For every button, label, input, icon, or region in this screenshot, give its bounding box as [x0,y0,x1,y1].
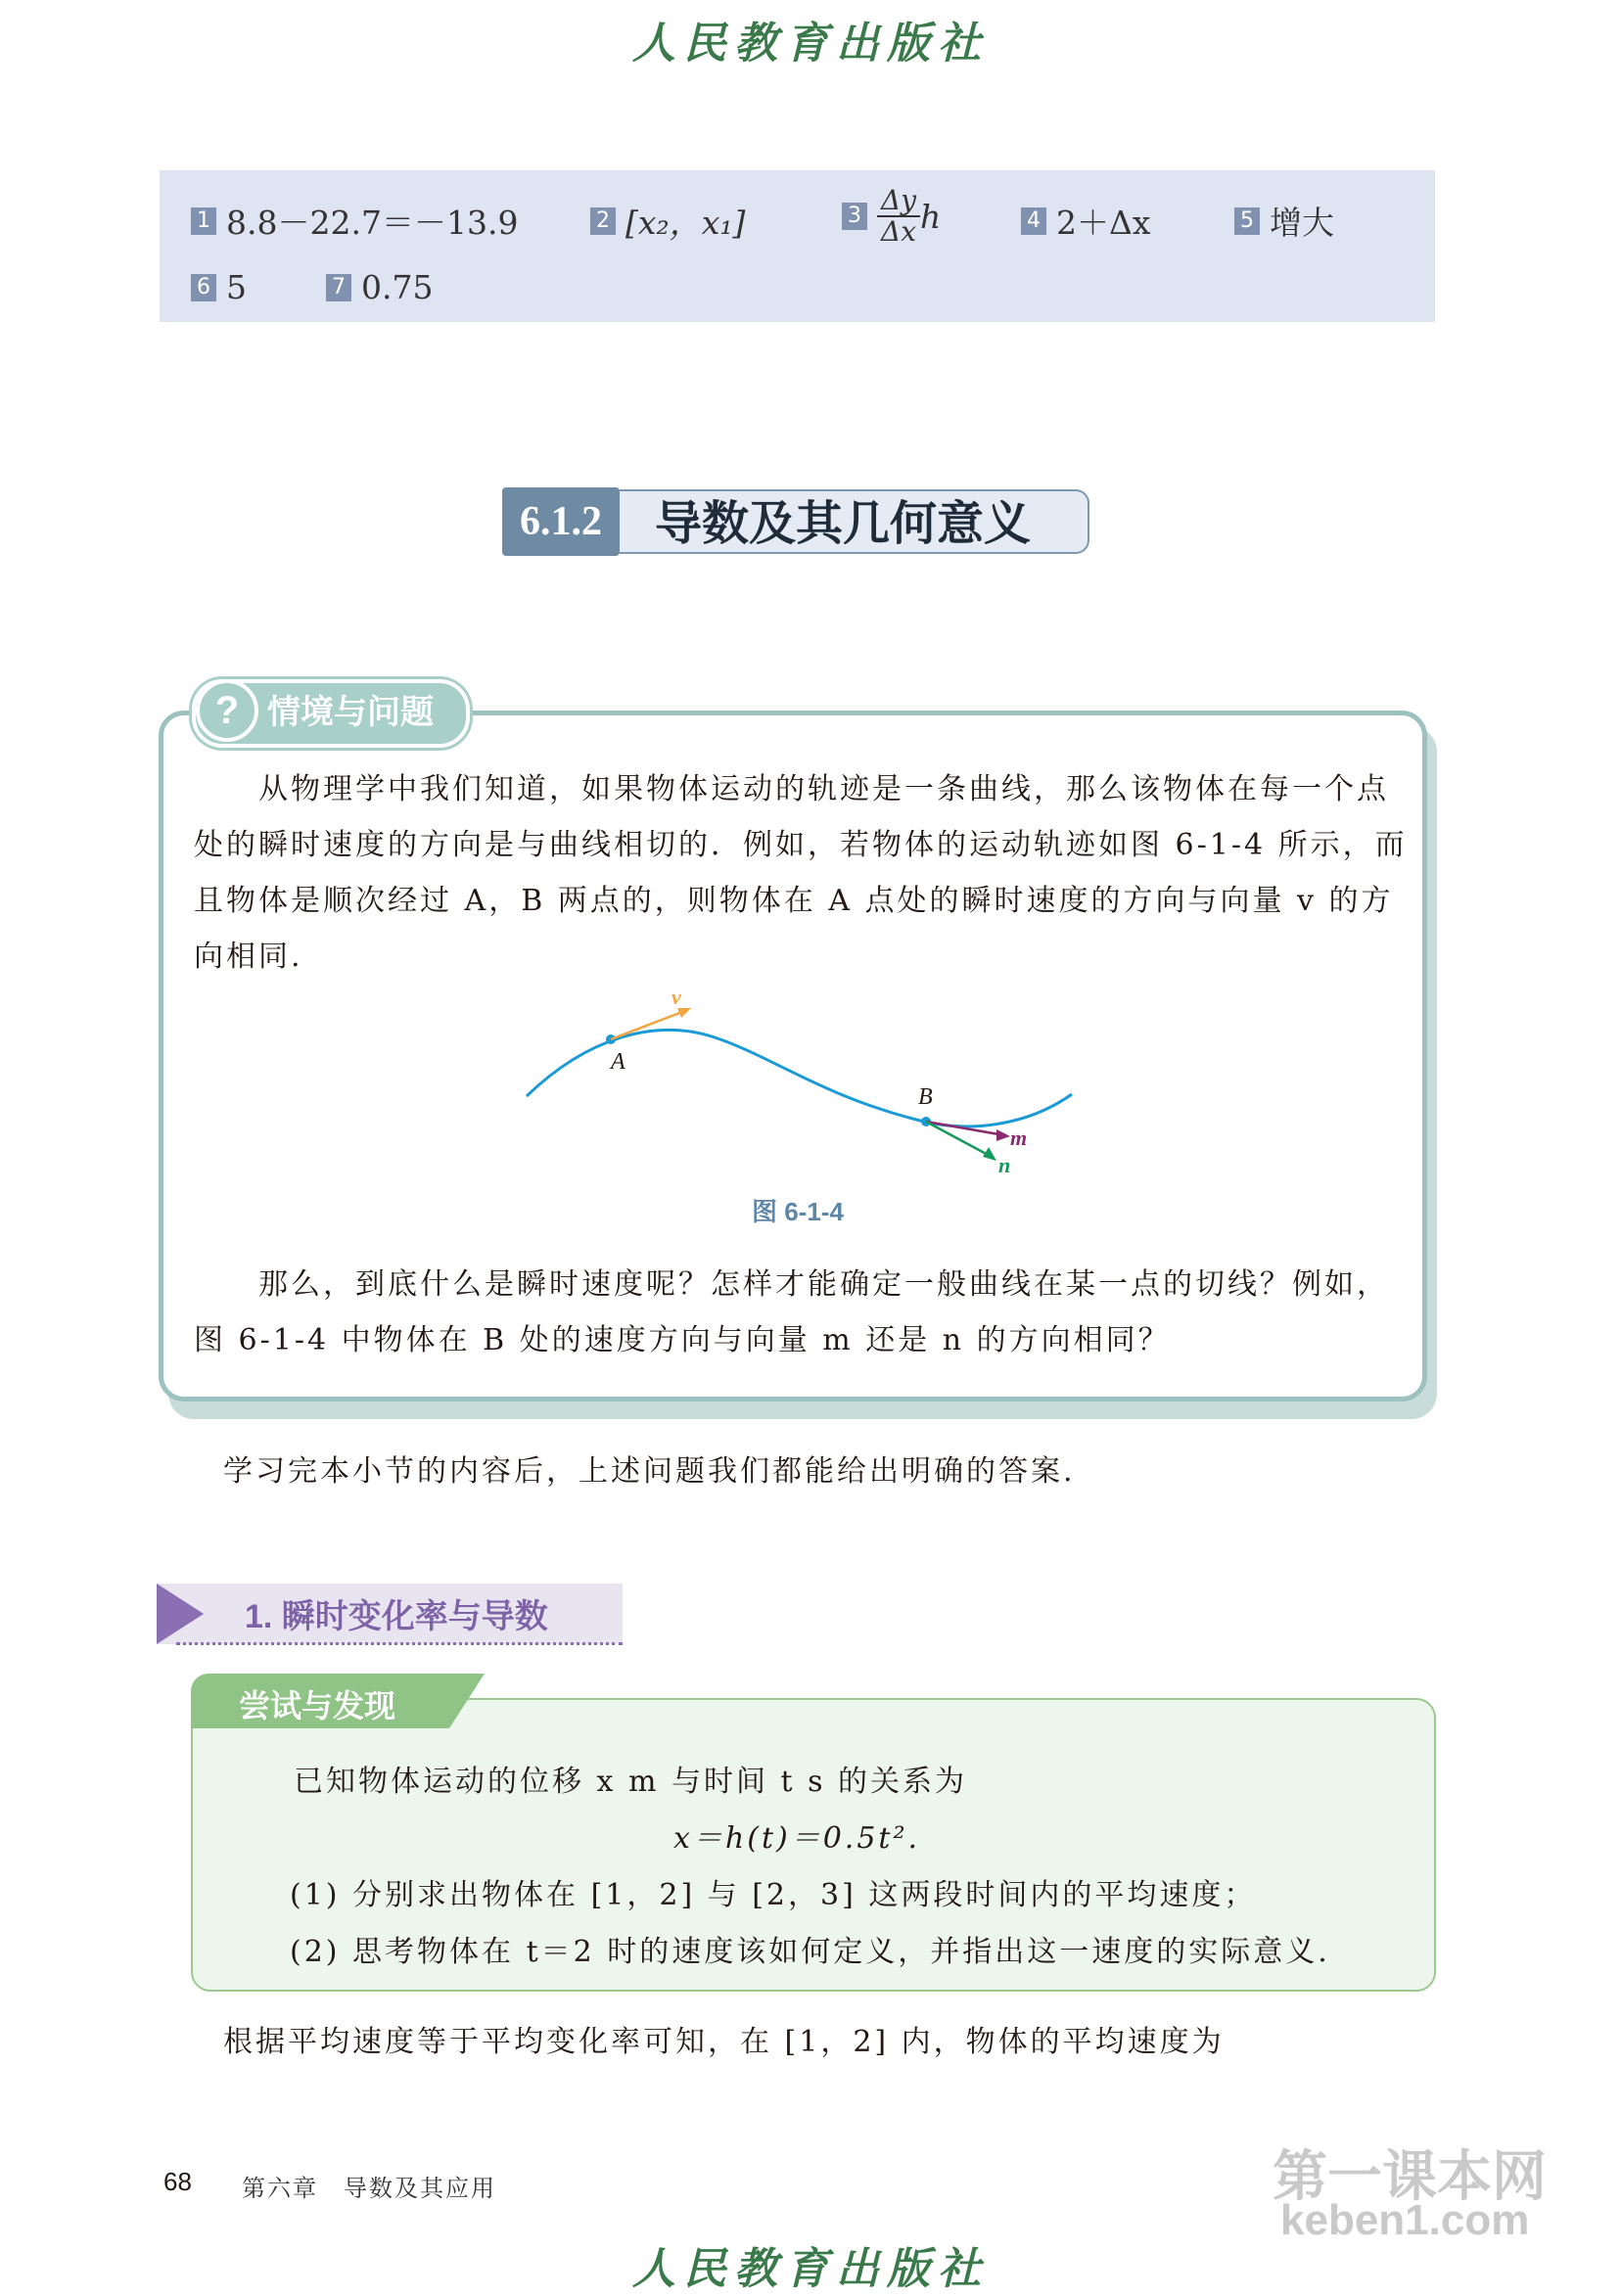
answer-6 [191,268,247,306]
situation-line-2: 处的瞬时速度的方向是与曲线相切的．例如，若物体的运动轨迹如图 6-1-4 所示，而 [194,828,1408,862]
try-line-3: (1) 分别求出物体在 [1，2] 与 [2，3] 这两段时间内的平均速度； [290,1878,1257,1912]
answer-number: 5 [1234,207,1260,235]
trajectory-figure [509,979,1096,1194]
try-line-4: (2) 思考物体在 t＝2 时的速度该如何定义，并指出这一速度的实际意义. [290,1935,1330,1969]
answer-7 [326,268,433,306]
answer-text: 增大 [1270,204,1334,242]
figure-caption: 图 6-1-4 [752,1197,844,1226]
vector-v [611,1010,687,1039]
after-text: 学习完本小节的内容后，上述问题我们都能给出明确的答案. [223,1454,1076,1489]
subsection-arrow-icon [157,1584,204,1644]
answer-text: [x₂，x₁] [625,204,746,242]
situation-line-4: 向相同. [194,940,303,974]
answer-number: 2 [590,207,616,235]
answer-number: 3 [842,203,867,230]
section-number: 6.1.2 [502,487,620,556]
situation-tab-label: 情境与问题 [267,694,434,731]
label-n: n [998,1153,1011,1177]
answer-number: 1 [191,207,216,235]
fraction [877,186,920,247]
answer-text: 2＋Δx [1056,204,1151,242]
question-icon: ? [196,679,258,742]
answer-4 [1021,198,1150,244]
answer-1 [191,198,518,244]
answer-number: 7 [326,274,351,301]
fraction-numerator: Δy [880,184,917,216]
vector-v-arrowhead [677,1008,691,1018]
answer-5 [1234,198,1334,244]
answer-text: 8.8－22.7＝－13.9 [226,204,519,242]
vector-m-arrowhead [996,1129,1010,1141]
label-m: m [1010,1125,1028,1150]
publisher-header: 人民教育出版社 [632,19,989,69]
vector-n-arrowhead [983,1147,996,1161]
answer-3 [842,186,941,247]
label-v: v [672,985,681,1009]
watermark-title: 第一课本网 [1273,2145,1547,2207]
chapter-title: 第六章 导数及其应用 [242,2175,496,2202]
label-A: A [611,1049,625,1075]
answer-box [160,170,1435,322]
page-number: 68 [163,2167,192,2196]
label-B: B [918,1084,933,1110]
answer-text: 5 [226,268,247,306]
try-formula: x＝h(t)＝0.5t². [673,1821,921,1856]
publisher-footer: 人民教育出版社 [632,2244,989,2294]
situation-line-1: 从物理学中我们知道，如果物体运动的轨迹是一条曲线，那么该物体在每一个点 [258,772,1389,806]
fraction-denominator: Δx [880,215,916,248]
answer-suffix: h [920,197,942,236]
last-text: 根据平均速度等于平均变化率可知，在 [1，2] 内，物体的平均速度为 [223,2025,1225,2059]
watermark-url: keben1.com [1280,2196,1530,2244]
answer-text: 0.75 [361,268,434,306]
situation-line-5: 那么，到底什么是瞬时速度呢？怎样才能确定一般曲线在某一点的切线？例如， [258,1267,1389,1302]
trajectory-curve [527,1031,1072,1126]
subsection-title: 1. 瞬时变化率与导数 [245,1598,548,1635]
subsection-underline [176,1642,623,1645]
answer-number: 4 [1021,207,1046,235]
situation-line-6: 图 6-1-4 中物体在 B 处的速度方向与向量 m 还是 n 的方向相同？ [194,1323,1171,1357]
section-title: 导数及其几何意义 [620,489,1089,554]
situation-line-3: 且物体是顺次经过 A，B 两点的，则物体在 A 点处的瞬时速度的方向与向量 v 的方 [194,884,1394,918]
answer-2 [590,198,745,244]
try-tab-label: 尝试与发现 [239,1688,396,1723]
try-line-1: 已知物体运动的位移 x m 与时间 t s 的关系为 [294,1765,968,1799]
answer-number: 6 [191,274,216,301]
